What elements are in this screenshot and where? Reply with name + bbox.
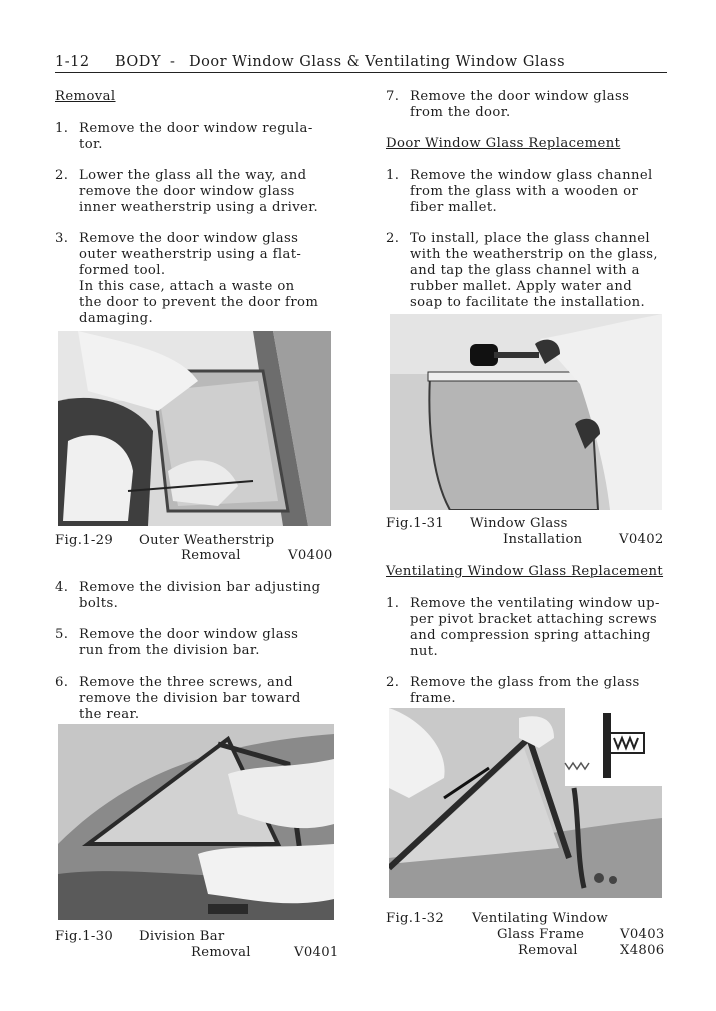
- removal-heading: Removal: [55, 89, 116, 104]
- header-separator: -: [170, 54, 176, 70]
- step-line: with the weatherstrip on the glass,: [410, 247, 659, 262]
- step-number: 2.: [386, 231, 400, 246]
- fig-1-32-code: V0403: [620, 927, 665, 942]
- step-line: remove the door window glass: [79, 184, 295, 199]
- step-number: 3.: [55, 231, 69, 246]
- figure-1-29-photo: [58, 331, 331, 526]
- figure-1-31-photo: [390, 314, 662, 510]
- step-line: frame.: [410, 691, 456, 706]
- step-line: and compression spring attaching: [410, 628, 651, 643]
- step-line: nut.: [410, 644, 439, 659]
- fig-1-30-label: Fig.1-30: [55, 929, 114, 944]
- step-line: damaging.: [79, 311, 154, 326]
- step-line: and tap the glass channel with a: [410, 263, 640, 278]
- step-line: the rear.: [79, 707, 140, 722]
- fig-1-29-code: V0400: [288, 548, 333, 563]
- step-number: 7.: [386, 89, 400, 104]
- step-line: Remove the three screws, and: [79, 675, 294, 690]
- step-line: inner weatherstrip using a driver.: [79, 200, 319, 215]
- step-number: 2.: [386, 675, 400, 690]
- step-number: 1.: [386, 168, 400, 183]
- step-line: To install, place the glass channel: [410, 231, 651, 246]
- step-line: formed tool.: [79, 263, 166, 278]
- header-topic: Door Window Glass & Ventilating Window Glass: [189, 54, 566, 70]
- fig-1-31-title: Window Glass: [470, 516, 568, 531]
- fig-1-30-title2: Removal: [191, 945, 251, 960]
- step-line: Remove the door window glass: [79, 231, 299, 246]
- step-number: 6.: [55, 675, 69, 690]
- fig-1-29-label: Fig.1-29: [55, 533, 114, 548]
- step-line: rubber mallet. Apply water and: [410, 279, 633, 294]
- fig-1-31-label: Fig.1-31: [386, 516, 445, 531]
- step-number: 5.: [55, 627, 69, 642]
- right-column: [386, 0, 668, 1011]
- figure-1-32-photo: [389, 708, 662, 898]
- step-line: Remove the glass from the glass: [410, 675, 640, 690]
- step-line: run from the division bar.: [79, 643, 260, 658]
- fig-1-29-title: Outer Weatherstrip: [139, 533, 275, 548]
- step-number: 4.: [55, 580, 69, 595]
- figure-1-30-photo: [58, 724, 334, 920]
- step-line: bolts.: [79, 596, 119, 611]
- fig-1-30-code: V0401: [294, 945, 339, 960]
- fig-1-32-title: Ventilating Window: [472, 911, 608, 926]
- step-line: from the door.: [410, 105, 511, 120]
- fig-1-30-title: Division Bar: [139, 929, 225, 944]
- step-number: 1.: [55, 121, 69, 136]
- step-line: In this case, attach a waste on: [79, 279, 295, 294]
- fig-1-29-title2: Removal: [181, 548, 241, 563]
- vent-heading: Ventilating Window Glass Replacement: [386, 564, 664, 579]
- step-line: fiber mallet.: [410, 200, 498, 215]
- step-line: Remove the division bar adjusting: [79, 580, 321, 595]
- step-line: per pivot bracket attaching screws: [410, 612, 658, 627]
- fig-1-32-title3: Removal: [518, 943, 578, 958]
- step-line: remove the division bar toward: [79, 691, 301, 706]
- page-number: 1-12: [55, 54, 90, 70]
- step-line: outer weatherstrip using a flat-: [79, 247, 302, 262]
- step-line: the door to prevent the door from: [79, 295, 319, 310]
- fig-1-32-title2: Glass Frame: [497, 927, 585, 942]
- step-line: soap to facilitate the installation.: [410, 295, 646, 310]
- fig-1-32-label: Fig.1-32: [386, 911, 445, 926]
- step-number: 1.: [386, 596, 400, 611]
- step-line: Remove the door window glass: [410, 89, 630, 104]
- fig-1-31-title2: Installation: [503, 532, 583, 547]
- step-line: Remove the door window regula-: [79, 121, 313, 136]
- section-title: BODY: [115, 54, 162, 70]
- step-number: 2.: [55, 168, 69, 183]
- step-line: Remove the ventilating window up-: [410, 596, 660, 611]
- replacement-heading: Door Window Glass Replacement: [386, 136, 621, 151]
- left-column: [55, 0, 339, 1011]
- fig-1-31-code: V0402: [619, 532, 664, 547]
- step-line: Remove the window glass channel: [410, 168, 653, 183]
- step-line: Remove the door window glass: [79, 627, 299, 642]
- fig-1-32-code2: X4806: [620, 943, 665, 958]
- step-line: from the glass with a wooden or: [410, 184, 639, 199]
- step-line: Lower the glass all the way, and: [79, 168, 307, 183]
- step-line: tor.: [79, 137, 103, 152]
